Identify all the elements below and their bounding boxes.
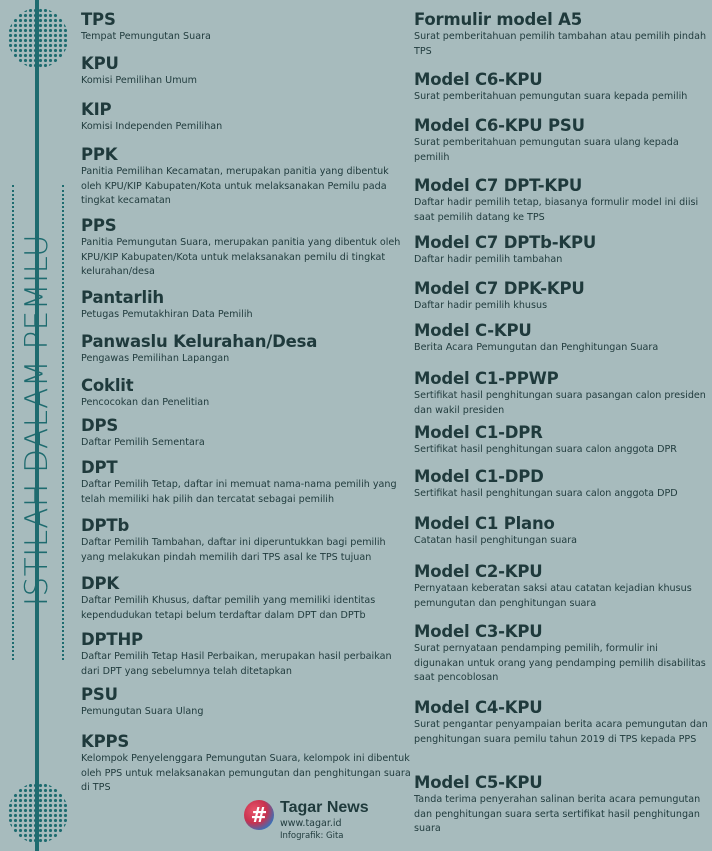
- term-item: [81, 629, 411, 679]
- term-item: [414, 621, 710, 686]
- term-title: Model C1-DPR: [414, 423, 543, 442]
- infographic-credit: Infografik: Gita: [280, 831, 344, 841]
- term-title: Model C5-KPU: [414, 773, 543, 792]
- term-title: Model C-KPU: [414, 321, 532, 340]
- term-title: Model C1-DPD: [414, 467, 544, 486]
- term-description: Komisi Independen Pemilihan: [81, 121, 223, 132]
- term-description: Surat pernyataan pendamping pemilih, formulir ini digunakan untuk orang yang pendamping pemilih disabilitas saat pencoblosan: [414, 643, 706, 683]
- term-item: [414, 513, 577, 549]
- term-description: Daftar hadir pemilih khusus: [414, 300, 548, 311]
- term-item: [81, 731, 411, 796]
- term-item: [414, 561, 710, 611]
- term-title: Model C2-KPU: [414, 562, 543, 581]
- brand-url: www.tagar.id: [280, 818, 342, 829]
- term-description: Daftar Pemilih Tetap Hasil Perbaikan, merupakan hasil perbaikan dari DPT yang sebelumnya telah ditetapkan: [81, 651, 392, 677]
- term-description: Tanda terima penyerahan salinan berita acara pemungutan dan penghitungan suara serta sertifikat hasil penghitungan suara: [414, 794, 701, 834]
- term-description: Panitia Pemungutan Suara, merupakan panitia yang dibentuk oleh KPU/KIP Kabupaten/Kota untuk melaksanakan pemilu di tingkat kelurahan/desa: [81, 237, 401, 277]
- term-item: [414, 320, 658, 356]
- term-title: Model C4-KPU: [414, 698, 543, 717]
- term-title: Model C7 DPK-KPU: [414, 279, 585, 298]
- term-description: Daftar hadir pemilih tambahan: [414, 254, 563, 265]
- term-title: Model C1-PPWP: [414, 369, 559, 388]
- term-item: [414, 232, 596, 268]
- dot-pattern-bottom: [8, 783, 68, 843]
- term-title: Model C7 DPTb-KPU: [414, 233, 597, 252]
- term-description: Daftar Pemilih Tambahan, daftar ini diperuntukkan bagi pemilih yang melakukan pindah memilih dari TPS asal ke TPS tujuan: [81, 537, 386, 563]
- term-title: DPS: [81, 416, 119, 435]
- term-description: Surat pemberitahuan pemilih tambahan atau pemilih pindah TPS: [414, 31, 707, 57]
- dotted-line-left: [12, 185, 14, 660]
- term-item: [81, 331, 317, 367]
- term-description: Komisi Pemilihan Umum: [81, 75, 197, 86]
- term-description: Catatan hasil penghitungan suara: [414, 535, 578, 546]
- term-description: Surat pemberitahuan pemungutan suara ulang kepada pemilih: [414, 137, 679, 163]
- term-item: [81, 375, 209, 411]
- term-item: [81, 287, 253, 323]
- term-description: Sertifikat hasil penghitungan suara calon anggota DPD: [414, 488, 678, 499]
- term-title: DPK: [81, 574, 119, 593]
- term-item: [414, 697, 710, 747]
- term-title: PPK: [81, 145, 118, 164]
- term-title: Model C6-KPU PSU: [414, 116, 585, 135]
- term-title: Panwaslu Kelurahan/Desa: [81, 332, 318, 351]
- term-item: [81, 684, 203, 720]
- term-item: [81, 415, 205, 451]
- sidebar: [0, 0, 78, 851]
- term-item: [414, 772, 710, 837]
- term-description: Pencocokan dan Penelitian: [81, 397, 210, 408]
- dotted-line-right: [62, 185, 64, 660]
- term-description: Pernyataan keberatan saksi atau catatan kejadian khusus pemungutan dan penghitungan suara: [414, 583, 692, 609]
- term-item: [414, 175, 710, 225]
- term-item: [81, 215, 411, 280]
- term-item: [414, 422, 677, 458]
- term-item: [414, 466, 678, 502]
- term-item: [81, 515, 411, 565]
- term-description: Surat pemberitahuan pemungutan suara kepada pemilih: [414, 91, 688, 102]
- term-item: [81, 573, 411, 623]
- term-description: Tempat Pemungutan Suara: [81, 31, 211, 42]
- term-title: DPT: [81, 458, 118, 477]
- term-item: [81, 144, 411, 209]
- term-item: [81, 53, 197, 89]
- term-description: Panitia Pemilihan Kecamatan, merupakan panitia yang dibentuk oleh KPU/KIP Kabupaten/Kota untuk melaksanakan Pemilu pada tingkat kecamatan: [81, 166, 389, 206]
- term-title: Model C7 DPT-KPU: [414, 176, 583, 195]
- term-title: TPS: [81, 10, 116, 29]
- term-title: Model C6-KPU: [414, 70, 543, 89]
- term-title: Pantarlih: [81, 288, 164, 307]
- term-item: [414, 9, 710, 59]
- page-title: ISTILAH DALAM PEMILU: [19, 233, 55, 607]
- term-title: Formulir model A5: [414, 10, 582, 29]
- footer-credit: [244, 800, 414, 845]
- term-description: Petugas Pemutakhiran Data Pemilih: [81, 309, 253, 320]
- term-description: Sertifikat hasil penghitungan suara pasangan calon presiden dan wakil presiden: [414, 390, 706, 416]
- term-title: DPTb: [81, 516, 130, 535]
- term-title: Model C3-KPU: [414, 622, 543, 641]
- term-title: KIP: [81, 100, 112, 119]
- term-description: Surat pengantar penyampaian berita acara pemungutan dan penghitungan suara pemilu tahun 2019 di TPS kepada PPS: [414, 719, 708, 745]
- tagar-hash-icon: #: [244, 800, 274, 830]
- term-description: Daftar Pemilih Sementara: [81, 437, 205, 448]
- term-title: KPU: [81, 54, 119, 73]
- term-item: [414, 69, 687, 105]
- term-description: Pemungutan Suara Ulang: [81, 706, 204, 717]
- brand-name: Tagar News: [280, 799, 369, 816]
- term-title: Model C1 Plano: [414, 514, 555, 533]
- term-description: Daftar hadir pemilih tetap, biasanya formulir model ini diisi saat pemilih datang ke TPS: [414, 197, 699, 223]
- term-item: [414, 278, 585, 314]
- term-title: KPPS: [81, 732, 130, 751]
- term-item: [414, 368, 710, 418]
- dot-pattern-top: [8, 8, 68, 68]
- term-description: Pengawas Pemilihan Lapangan: [81, 353, 230, 364]
- term-description: Daftar Pemilih Tetap, daftar ini memuat nama-nama pemilih yang telah memiliki hak pilih dan tercatat sebagai pemilih: [81, 479, 397, 505]
- term-description: Kelompok Penyelenggara Pemungutan Suara, kelompok ini dibentuk oleh PPS untuk melaksanakan pemungutan dan penghitungan suara di TPS: [81, 753, 411, 793]
- term-title: Coklit: [81, 376, 134, 395]
- term-title: PSU: [81, 685, 118, 704]
- term-description: Daftar Pemilih Khusus, daftar pemilih yang memiliki identitas kependudukan tetapi belum terdaftar dalam DPT dan DPTb: [81, 595, 376, 621]
- term-item: [81, 457, 411, 507]
- term-item: [414, 115, 710, 165]
- term-description: Sertifikat hasil penghitungan suara calon anggota DPR: [414, 444, 677, 455]
- term-title: DPTHP: [81, 630, 143, 649]
- term-item: [81, 9, 211, 45]
- term-item: [81, 99, 222, 135]
- term-description: Berita Acara Pemungutan dan Penghitungan Suara: [414, 342, 659, 353]
- term-title: PPS: [81, 216, 117, 235]
